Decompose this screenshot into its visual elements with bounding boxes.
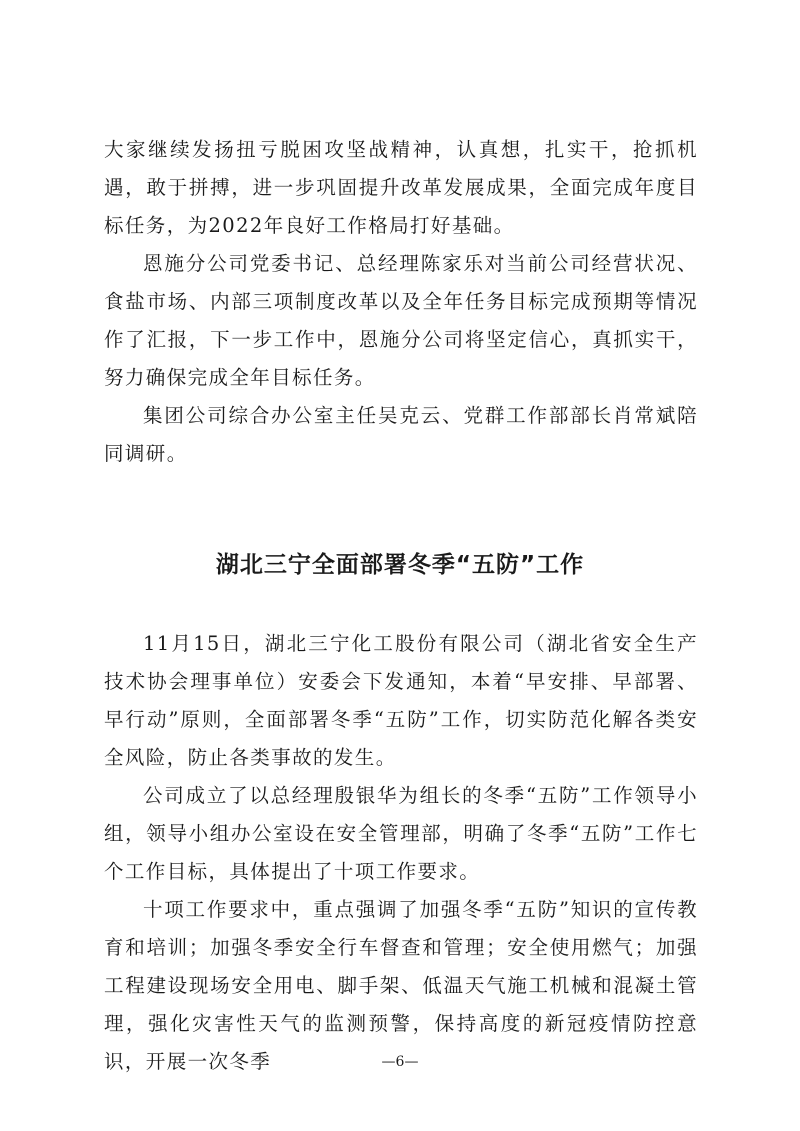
- page-number: —6—: [381, 1054, 419, 1070]
- paragraph-ten-requirements: 十项工作要求中，重点强调了加强冬季“五防”知识的宣传教育和培训；加强冬季安全行车督查和管理；安全使用燃气；加强工程建设现场安全用电、脚手架、低温天气施工机械和混凝土管理，强化灾害性天气的监测预警，保持高度的新冠疫情防控意识，开展一次冬季: [104, 898, 698, 1073]
- paragraph-notice: 11月15日，湖北三宁化工股份有限公司（湖北省安全生产技术协会理事单位）安委会下发通知，本着“早安排、早部署、早行动”原则，全面部署冬季“五防”工作，切实防范化解各类安全风险，防止各类事故的发生。: [104, 632, 698, 769]
- article-title: 湖北三宁全面部署冬季“五防”工作: [215, 552, 585, 578]
- continued-paragraph: 大家继续发扬扭亏脱困攻坚战精神，认真想，扎实干，抢抓机遇，敢于拼搏，进一步巩固提升改革发展成果，全面完成年度目标任务，为2022年良好工作格局打好基础。: [104, 138, 698, 237]
- paragraph-enshi-report: 恩施分公司党委书记、总经理陈家乐对当前公司经营状况、食盐市场、内部三项制度改革以及全年任务目标完成预期等情况作了汇报，下一步工作中，恩施分公司将坚定信心，真抓实干，努力确保完成全年目标任务。: [104, 252, 698, 389]
- paragraph-accompanying-officials: 集团公司综合办公室主任吴克云、党群工作部部长肖常斌陪同调研。: [104, 404, 698, 465]
- paragraph-leadership-group: 公司成立了以总经理殷银华为组长的冬季“五防”工作领导小组，领导小组办公室设在安全管理部，明确了冬季“五防”工作七个工作目标，具体提出了十项工作要求。: [104, 784, 698, 883]
